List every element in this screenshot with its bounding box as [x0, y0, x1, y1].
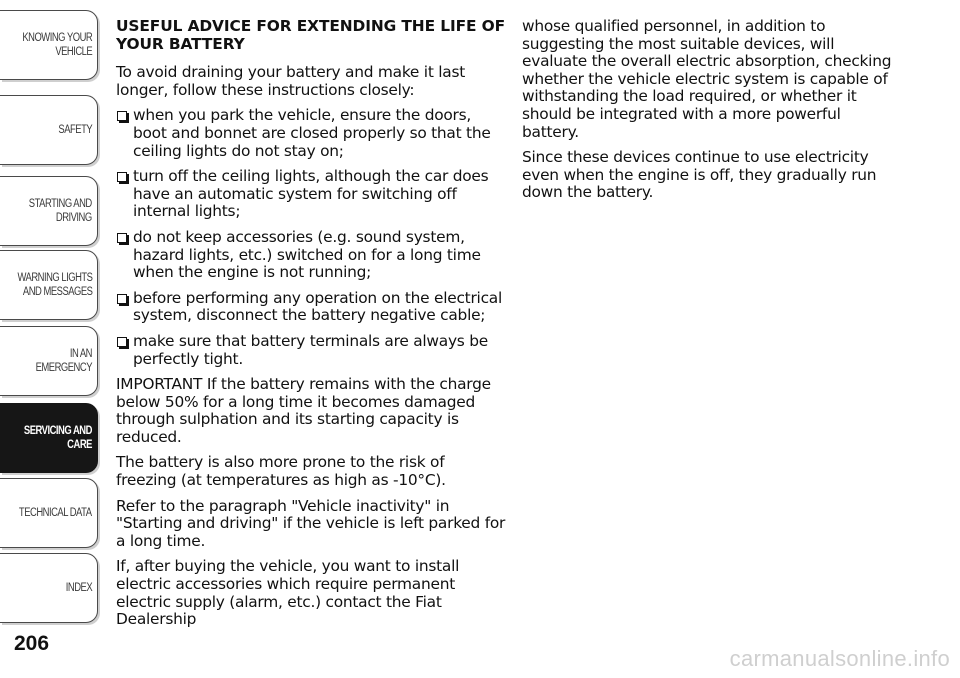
page-number: 206: [14, 632, 50, 655]
tab-starting-and-driving[interactable]: [0, 176, 98, 246]
advice-list: [116, 107, 506, 368]
checkbox-bullet-icon: [117, 111, 127, 121]
electricity-paragraph: Since these devices continue to use electricity even when the engine is off, they gradually run down the battery.: [522, 148, 877, 202]
checkbox-bullet-icon: [117, 294, 127, 304]
tab-in-an-emergency[interactable]: [0, 326, 98, 396]
tab-label: INDEX: [65, 582, 92, 594]
list-item: [116, 229, 506, 282]
tab-safety[interactable]: [0, 95, 98, 165]
tab-index[interactable]: [0, 553, 98, 623]
list-item: [116, 333, 506, 368]
tab-label: KNOWING YOUR VEHICLE: [22, 32, 92, 58]
list-item-text: make sure that battery terminals are always be perfectly tight.: [133, 331, 488, 368]
list-item-text: before performing any operation on the electrical system, disconnect the battery negative cable;: [133, 288, 502, 325]
checkbox-bullet-icon: [117, 337, 127, 347]
tab-warning-lights-and-messages[interactable]: [0, 250, 98, 320]
tab-label: IN AN EMERGENCY: [35, 348, 92, 374]
tab-knowing-your-vehicle[interactable]: [0, 10, 98, 80]
chapter-tabs: [0, 0, 100, 640]
important-paragraph: IMPORTANT If the battery remains with the charge below 50% for a long time it becomes damaged through sulphation and its starting capacity is reduced.: [116, 375, 491, 446]
list-item-text: do not keep accessories (e.g. sound system, hazard lights, etc.) switched on for a long time when the engine is not running;: [133, 227, 481, 282]
left-column: [116, 18, 506, 637]
section-heading: USEFUL ADVICE FOR EXTENDING THE LIFE OF YOUR BATTERY: [116, 17, 506, 53]
list-item-text: turn off the ceiling lights, although the car does have an automatic system for switching off internal lights;: [133, 167, 489, 221]
dealership-paragraph: whose qualified personnel, in addition to suggesting the most suitable devices, will evaluate the overall electric absorption, checking whether the vehicle electric system is capable of withstanding the load required, or whether it should be integrated with a more powerful battery.: [522, 17, 892, 141]
tab-label: SERVICING AND CARE: [23, 425, 92, 451]
freezing-paragraph: The battery is also more prone to the risk of freezing (at temperatures as high as -10°C).: [116, 453, 446, 490]
checkbox-bullet-icon: [117, 233, 127, 243]
tab-technical-data[interactable]: [0, 478, 98, 548]
right-column: [522, 18, 902, 210]
accessories-paragraph: If, after buying the vehicle, you want to install electric accessories which require permanent electric supply (alarm, etc.) contact the Fiat Dealership: [116, 557, 460, 629]
tab-servicing-and-care[interactable]: [0, 403, 98, 473]
tab-label: WARNING LIGHTS AND MESSAGES: [16, 272, 92, 298]
list-item: [116, 168, 506, 221]
intro-paragraph: To avoid draining your battery and make it last longer, follow these instructions closely:: [116, 63, 466, 99]
list-item: [116, 107, 506, 160]
tab-label: STARTING AND DRIVING: [29, 198, 92, 224]
inactivity-paragraph: Refer to the paragraph "Vehicle inactivity" in "Starting and driving" if the vehicle is left parked for a long time.: [116, 496, 506, 550]
checkbox-bullet-icon: [117, 172, 127, 182]
tab-label: TECHNICAL DATA: [19, 507, 92, 519]
watermark: carmanualsonline.info: [729, 646, 950, 671]
list-item: [116, 290, 506, 325]
list-item-text: when you park the vehicle, ensure the doors, boot and bonnet are closed properly so that the ceiling lights do not stay on;: [133, 106, 491, 160]
tab-label: SAFETY: [58, 124, 92, 136]
